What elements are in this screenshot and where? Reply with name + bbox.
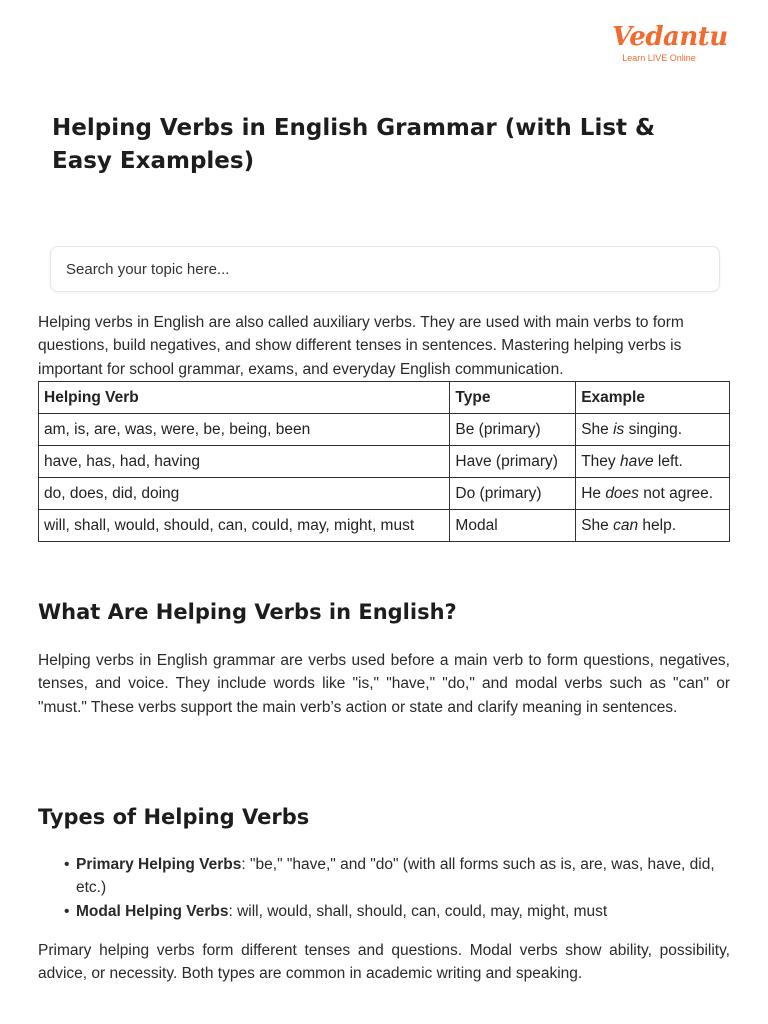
example-cell <box>576 414 730 446</box>
bullet-text: : "be," "have," and "do" (with all forms such as is, are, was, have, did, etc.) <box>76 856 715 897</box>
example-emphasis: have <box>619 452 654 470</box>
page-title: Helping Verbs in English Grammar (with List & Easy Examples) <box>52 115 656 174</box>
example-post: not agree. <box>638 484 714 502</box>
search-box[interactable] <box>50 246 720 292</box>
bullet-term: Primary Helping Verbs <box>76 856 242 873</box>
type-cell: Have (primary) <box>450 446 576 478</box>
bullet-text: : will, would, shall, should, can, could, may, might, must <box>228 902 608 920</box>
example-cell <box>576 510 730 542</box>
table-header-row <box>39 382 730 414</box>
types-bullet-list <box>76 853 726 923</box>
table-header-cell: Helping Verb <box>39 382 450 414</box>
type-cell: Be (primary) <box>450 414 576 446</box>
vedantu-logo[interactable] <box>612 22 728 64</box>
example-pre: They <box>581 452 620 470</box>
table-row <box>39 478 730 510</box>
example-pre: She <box>581 516 614 534</box>
example-post: left. <box>653 452 683 470</box>
type-cell: Modal <box>450 510 576 542</box>
verb-cell: am, is, are, was, were, be, being, been <box>39 414 450 446</box>
verb-cell: have, has, had, having <box>39 446 450 478</box>
logo-tagline: Learn LIVE Online <box>622 53 696 63</box>
search-input[interactable] <box>51 247 719 291</box>
example-cell <box>576 478 730 510</box>
example-emphasis: does <box>605 484 639 502</box>
table-row <box>39 510 730 542</box>
section-heading-types: Types of Helping Verbs <box>38 805 310 829</box>
section-what-are-body: Helping verbs in English grammar are verbs used before a main verb to form questions, negatives, tenses, and voice. They include words like "is," "have," "do," and modal verbs such as "can" or "must." These verbs support the main verb’s action or state and clarify meaning in sentences. <box>38 652 730 716</box>
table-header-cell: Example <box>576 382 730 414</box>
intro-paragraph: Helping verbs in English are also called auxiliary verbs. They are used with main verbs to form questions, build negatives, and show different tenses in sentences. Mastering helping verbs is important for school grammar, exams, and everyday English communication. <box>38 314 684 378</box>
verb-cell: do, does, did, doing <box>39 478 450 510</box>
example-cell <box>576 446 730 478</box>
type-cell: Do (primary) <box>450 478 576 510</box>
example-pre: She <box>581 420 614 438</box>
section-types-body: Primary helping verbs form different tenses and questions. Modal verbs show ability, possibility, advice, or necessity. Both types are common in academic writing and speaking. <box>38 942 730 983</box>
table-header-cell: Type <box>450 382 576 414</box>
table-row <box>39 446 730 478</box>
table-row <box>39 414 730 446</box>
verb-cell: will, shall, would, should, can, could, may, might, must <box>39 510 450 542</box>
example-emphasis: can <box>613 516 639 534</box>
example-emphasis: is <box>613 420 625 438</box>
bullet-term: Modal Helping Verbs <box>76 902 229 920</box>
example-pre: He <box>581 484 606 502</box>
helping-verbs-table <box>38 381 730 542</box>
list-item <box>76 853 726 900</box>
section-heading-what-are: What Are Helping Verbs in English? <box>38 600 457 624</box>
example-post: singing. <box>624 420 683 438</box>
logo-wordmark: Vedantu <box>612 22 728 52</box>
list-item <box>76 900 726 923</box>
example-post: help. <box>638 516 676 534</box>
